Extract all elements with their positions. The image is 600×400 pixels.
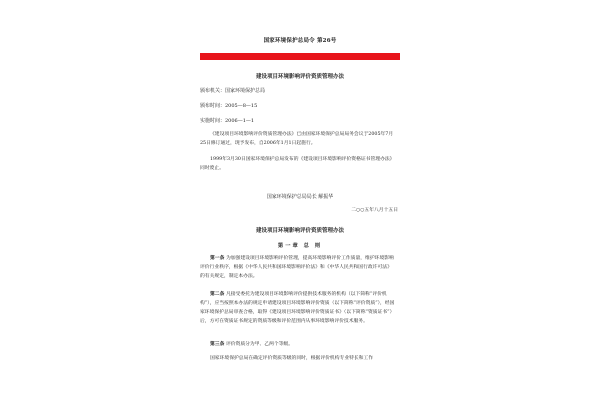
article-text: 国家环境保护总局在确定评价资质等级的同时，根据评价机构专业特长和工作	[210, 356, 374, 361]
article-3-paragraph	[200, 354, 395, 363]
article-3	[200, 340, 395, 349]
sign-date: 二○○五年八月十五日	[351, 208, 398, 213]
signature: 国家环境保护总局局长 解振华	[266, 194, 334, 200]
article-label: 第一条	[210, 255, 225, 261]
issuer-line: 颁布机关：国家环境保护总局	[200, 88, 266, 94]
document-title: 建设项目环境影响评价资质管理办法	[255, 74, 344, 80]
chapter-heading: 第一章 总 则	[277, 243, 323, 249]
red-divider-bar	[200, 53, 400, 60]
article-2	[200, 290, 395, 326]
page-header: 国家环境保护总局令 第26号	[263, 38, 337, 44]
article-1	[200, 254, 395, 281]
regulation-title: 建设项目环境影响评价资质管理办法	[255, 228, 344, 234]
article-label: 第二条	[210, 291, 225, 297]
paragraph-announcement: 《建设项目环境影响评价资质管理办法》已由国家环境保护总局局务会议于2005年7月25日修订通过，现予发布，自2006年1月1日起施行。	[200, 132, 394, 146]
paragraph-repeal: 1999年3月30日国家环境保护总局发布的《建设项目环境影响评价资格证书管理办法》同时废止。	[200, 157, 395, 171]
article-text: 为加强建设项目环境影响评价管理，提高环境影响评价工作质量，维护环境影响评价行业秩序，根据《中华人民共和国环境影响评价法》和《中华人民共和国行政许可法》的有关规定，制定本办法。	[200, 256, 394, 279]
article-label: 第三条	[210, 341, 225, 347]
issue-date-line: 颁布时间：2005—8—15	[200, 103, 258, 109]
effective-date-line: 实施时间：2006—1—1	[200, 118, 255, 124]
article-text: 凡接受委托为建设项目环境影响评价提供技术服务的机构（以下简称“评价机构”），应当按照本办法的规定申请建设项目环境影响评价资质（以下简称“评价资质”），经国家环境保护总局审查合格，取得《建设项目环境影响评价资质证书》（以下简称“资质证书”）后，方可在资质证书规定的资质等级和评价范围内从事环境影响评价技术服务。	[200, 292, 395, 324]
article-text: 评价资质分为甲、乙两个等级。	[225, 342, 294, 347]
